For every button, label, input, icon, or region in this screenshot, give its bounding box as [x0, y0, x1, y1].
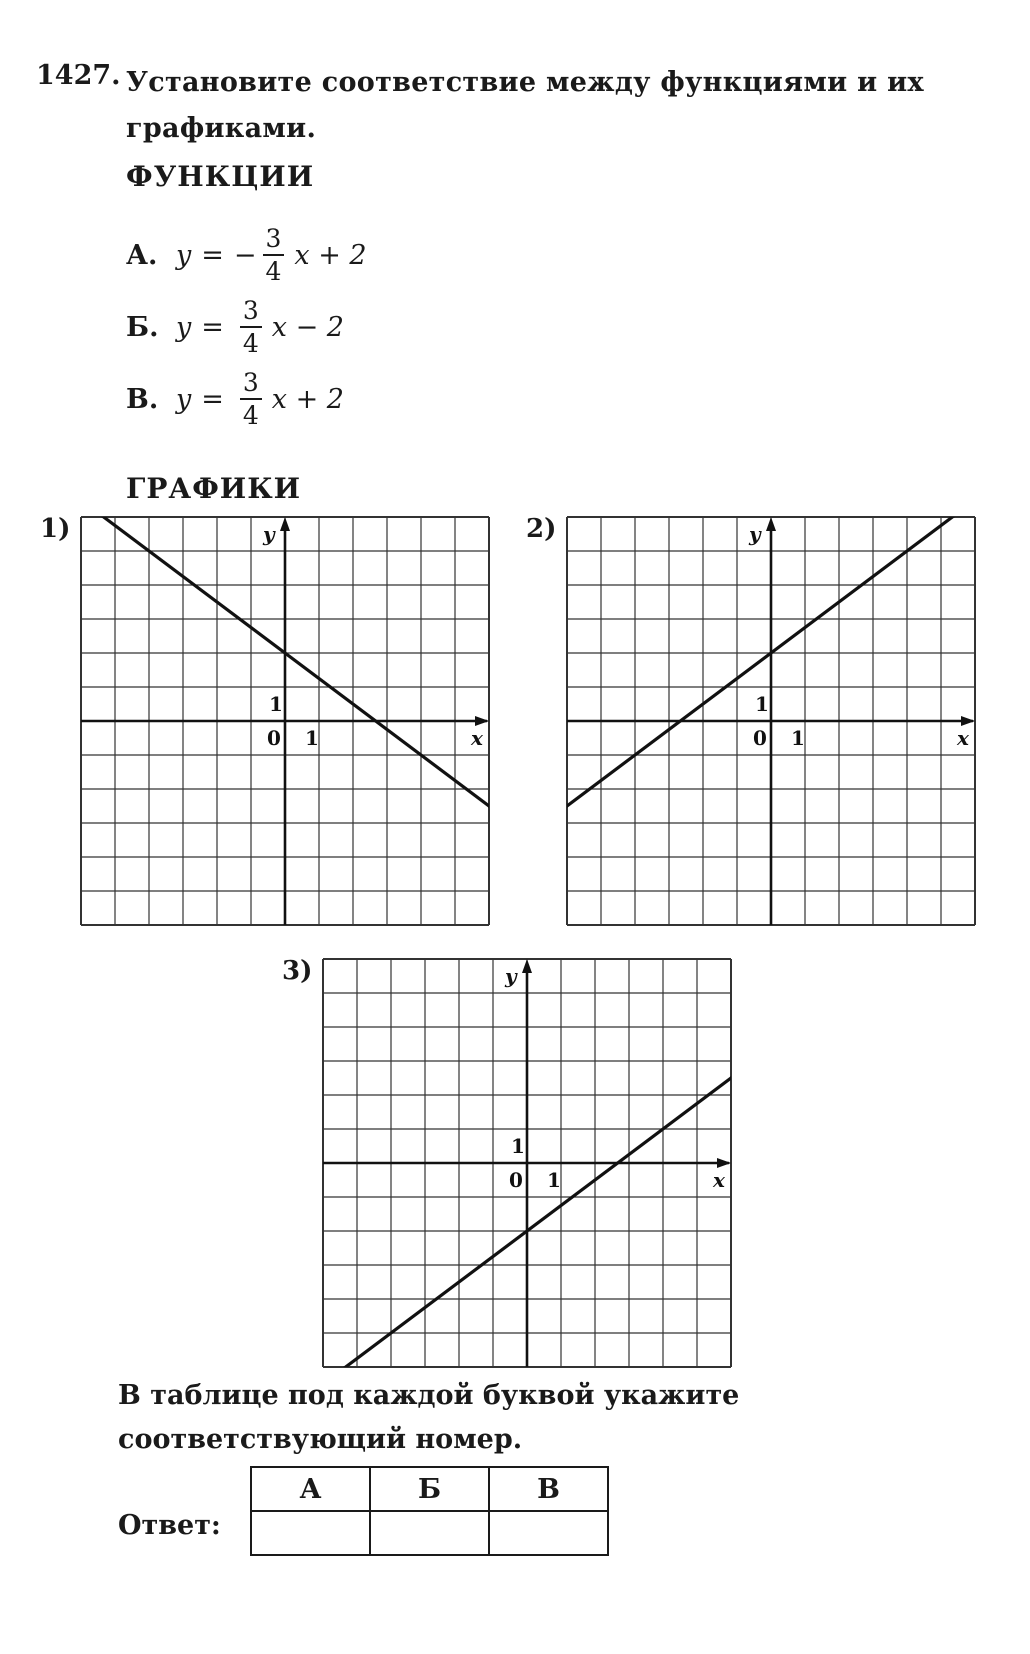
graph-label-3: 3) [282, 956, 313, 986]
fraction [240, 298, 262, 356]
graph-2 [566, 516, 976, 930]
problem-text: Установите соответствие между функциями и их графиками. [126, 67, 924, 144]
function-sign: − [233, 239, 257, 271]
x-axis-label: x [713, 1168, 725, 1192]
x-axis-arrow [961, 716, 975, 726]
answer-header-b: Б [370, 1467, 489, 1511]
function-rest: x + 2 [271, 383, 344, 415]
function-rest: x − 2 [271, 311, 344, 343]
x-tick-label: 1 [547, 1168, 561, 1192]
problem-number: 1427. [36, 60, 121, 91]
answer-value-row [251, 1511, 608, 1555]
graph-svg [566, 516, 976, 926]
function-letter: Б. [126, 311, 159, 343]
fraction-numerator: 3 [240, 370, 262, 400]
x-axis-arrow [475, 716, 489, 726]
fraction-numerator: 3 [240, 298, 262, 328]
y-axis-arrow [280, 517, 290, 531]
fraction-denominator: 4 [242, 401, 259, 430]
origin-label: 0 [509, 1168, 523, 1192]
function-letter: В. [126, 383, 159, 415]
answer-cell-b[interactable] [370, 1511, 489, 1555]
fraction [240, 370, 262, 428]
answer-label: Ответ: [118, 1510, 221, 1541]
functions-heading: ФУНКЦИИ [126, 160, 315, 193]
graph-label-2: 2) [526, 514, 557, 544]
origin-label: 0 [267, 726, 281, 750]
function-eq: = [201, 239, 224, 271]
function-row-a [126, 220, 367, 290]
answer-table [250, 1466, 609, 1556]
x-axis-arrow [717, 1158, 731, 1168]
function-var: y [176, 239, 192, 271]
function-var: y [176, 383, 192, 415]
function-rest: x + 2 [294, 239, 367, 271]
y-tick-label: 1 [269, 692, 283, 716]
fraction [263, 226, 285, 284]
instruction-text: В таблице под каждой буквой укажите соответствующий номер. [118, 1380, 740, 1455]
fraction-denominator: 4 [265, 257, 282, 286]
y-tick-label: 1 [511, 1134, 525, 1158]
origin-label: 0 [753, 726, 767, 750]
y-axis-label: y [505, 964, 517, 988]
answer-cell-a[interactable] [251, 1511, 370, 1555]
function-row-v [126, 364, 344, 434]
y-axis-arrow [766, 517, 776, 531]
function-eq: = [201, 311, 224, 343]
function-letter: А. [126, 239, 158, 271]
x-axis-label: x [471, 726, 483, 750]
answer-header-row [251, 1467, 608, 1511]
graph-3 [322, 958, 732, 1372]
answer-header-v: В [489, 1467, 608, 1511]
graph-1 [80, 516, 490, 930]
fraction-numerator: 3 [263, 226, 285, 256]
y-axis-arrow [522, 959, 532, 973]
graphs-heading: ГРАФИКИ [126, 472, 302, 505]
fraction-denominator: 4 [242, 329, 259, 358]
y-axis-label: y [749, 522, 761, 546]
function-row-b [126, 292, 344, 362]
graph-label-1: 1) [40, 514, 71, 544]
function-var: y [176, 311, 192, 343]
y-tick-label: 1 [755, 692, 769, 716]
graph-svg [322, 958, 732, 1368]
function-eq: = [201, 383, 224, 415]
y-axis-label: y [263, 522, 275, 546]
x-tick-label: 1 [305, 726, 319, 750]
answer-cell-v[interactable] [489, 1511, 608, 1555]
graph-svg [80, 516, 490, 926]
answer-header-a: А [251, 1467, 370, 1511]
x-tick-label: 1 [791, 726, 805, 750]
x-axis-label: x [957, 726, 969, 750]
